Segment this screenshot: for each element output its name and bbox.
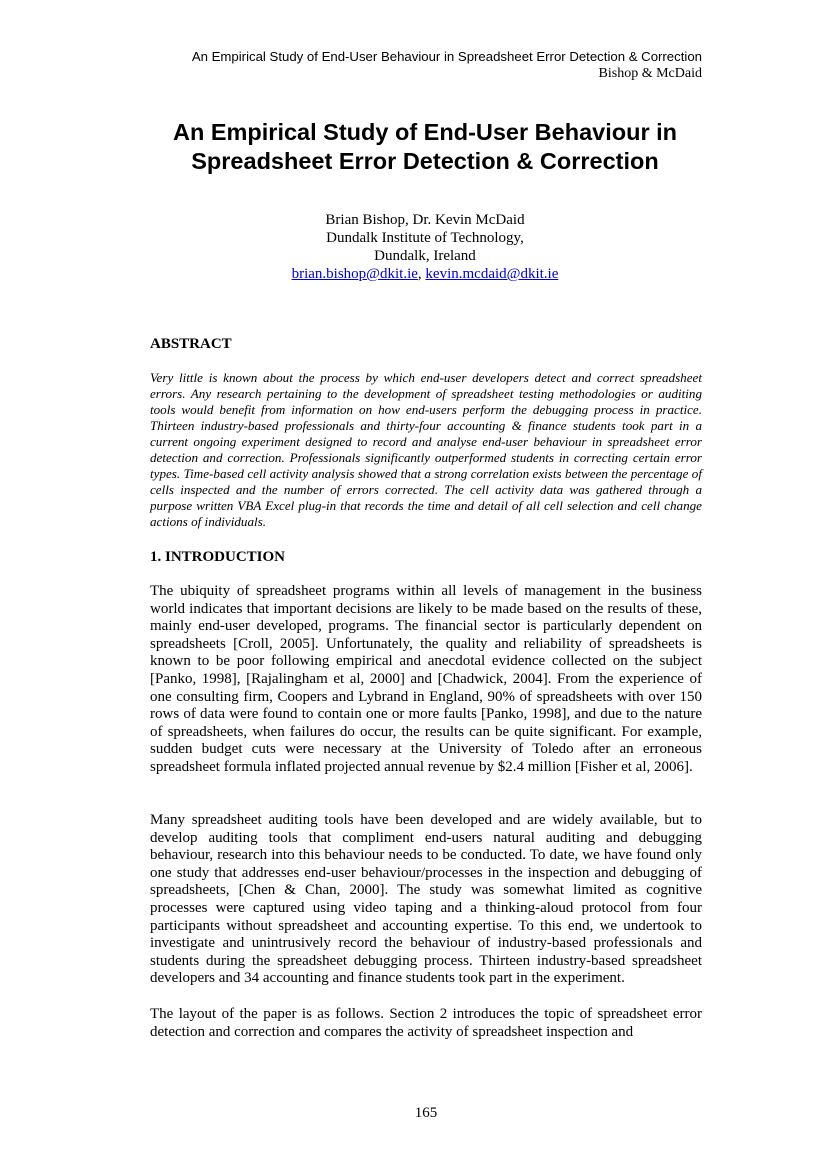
email-separator: , xyxy=(417,266,426,282)
abstract-text: Very little is known about the process by which end-user developers detect and correct spreadsheet errors. Any research pertaining to the development of spreadsheet testing methodologies or auditing tools would benefit from information on how end-users perform the debugging process in practice. Thirteen industry-based professionals and thirty-four accounting & finance students took part in a current ongoing experiment designed to record and analyse end-user behaviour in spreadsheet error detection and correction. Professionals significantly outperformed students in correcting certain error types. Time-based cell activity analysis showed that a strong correlation exists between the percentage of cells inspected and the number of errors corrected. The cell activity data was gathered through a purpose written VBA Excel plug-in that records the time and detail of all cell selection and cell change actions of individuals. xyxy=(150,370,702,529)
intro-paragraph-2: Many spreadsheet auditing tools have been developed and are widely available, but to develop auditing tools that compliment end-users natural auditing and debugging behaviour, research into this behaviour needs to be conducted. To date, we have found only one study that addresses end-user behaviour/processes in the inspection and debugging of spreadsheets, [Chen & Chan, 2000]. The study was somewhat limited as cognitive processes were captured using video taping and a thinking-aloud protocol from four participants without spreadsheet and accounting expertise. To this end, we undertook to investigate and unintrusively record the behaviour of industry-based professionals and students during the spreadsheet debugging process. Thirteen industry-based spreadsheet developers and 34 accounting and finance students took part in the experiment. xyxy=(150,812,702,987)
author-block xyxy=(200,211,650,283)
page-number: 165 xyxy=(414,1105,438,1121)
intro-paragraph-3: The layout of the paper is as follows. Section 2 introduces the topic of spreadsheet error detection and correction and compares the activity of spreadsheet inspection and xyxy=(150,1006,702,1040)
abstract-heading: ABSTRACT xyxy=(150,336,232,352)
author-emails xyxy=(200,265,650,283)
author-affiliation: Dundalk Institute of Technology, xyxy=(326,230,524,246)
author-names: Brian Bishop, Dr. Kevin McDaid xyxy=(325,212,525,228)
email-link-mcdaid[interactable]: kevin.mcdaid@dkit.ie xyxy=(425,266,559,282)
author-location: Dundalk, Ireland xyxy=(374,248,476,264)
paper-title-line-2: Spreadsheet Error Detection & Correction xyxy=(191,148,659,174)
introduction-heading: 1. INTRODUCTION xyxy=(150,549,286,565)
email-link-bishop[interactable]: brian.bishop@dkit.ie xyxy=(291,266,418,282)
running-header-title: An Empirical Study of End-User Behaviour in Spreadsheet Error Detection & Correction xyxy=(191,49,702,64)
paper-title xyxy=(120,118,730,176)
intro-paragraph-1: The ubiquity of spreadsheet programs within all levels of management in the business world indicates that important decisions are likely to be made based on the results of these, mainly end-user developed, programs. The financial sector is particularly dependent on spreadsheets [Croll, 2005]. Unfortunately, the quality and reliability of spreadsheets is known to be poor following empirical and anecdotal evidence collected on the subject [Panko, 1998], [Rajalingham et al, 2000] and [Chadwick, 2004]. From the experience of one consulting firm, Coopers and Lybrand in England, 90% of spreadsheets with over 150 rows of data were found to contain one or more faults [Panko, 1998], and due to the nature of spreadsheets, when failures do occur, the results can be quite significant. For example, sudden budget cuts were necessary at the University of Toledo after an erroneous spreadsheet formula inflated projected annual revenue by $2.4 million [Fisher et al, 2006]. xyxy=(150,583,702,775)
running-header-authors: Bishop & McDaid xyxy=(598,66,702,81)
paper-title-line-1: An Empirical Study of End-User Behaviour in xyxy=(172,119,678,145)
running-header xyxy=(148,48,702,82)
